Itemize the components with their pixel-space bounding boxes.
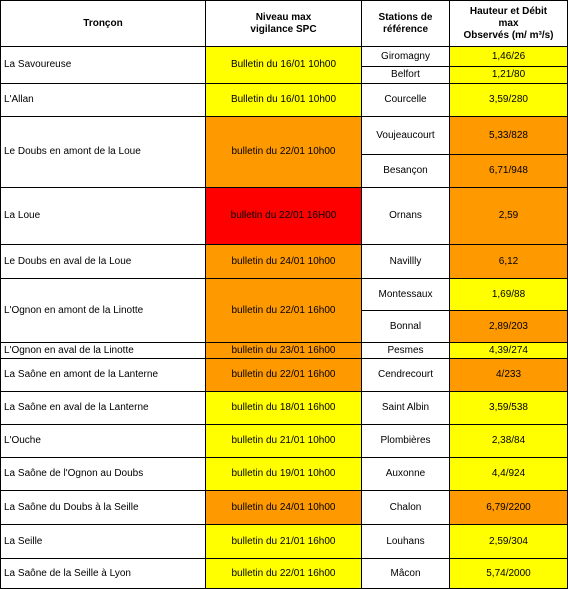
observed-value-cell: 2,89/203 <box>450 311 568 343</box>
station-cell: Giromagny <box>362 47 450 67</box>
header-hauteur: Hauteur et Débit max Observés (m/ m³/s) <box>450 1 568 47</box>
troncon-cell: La Saône en aval de la Lanterne <box>1 392 206 425</box>
troncon-cell: La Seille <box>1 525 206 559</box>
station-cell: Louhans <box>362 525 450 559</box>
bulletin-cell: bulletin du 24/01 10h00 <box>206 245 362 279</box>
bulletin-cell: bulletin du 21/01 16h00 <box>206 525 362 559</box>
station-cell: Voujeaucourt <box>362 117 450 155</box>
header-row <box>1 1 568 47</box>
observed-value-cell: 2,59 <box>450 188 568 245</box>
observed-value-cell: 4,4/924 <box>450 458 568 491</box>
station-cell: Navillly <box>362 245 450 279</box>
station-cell: Saint Albin <box>362 392 450 425</box>
observed-value-cell: 2,38/84 <box>450 425 568 458</box>
troncon-cell: La Saône de la Seille à Lyon <box>1 559 206 589</box>
troncon-cell: La Loue <box>1 188 206 245</box>
bulletin-cell: bulletin du 21/01 10h00 <box>206 425 362 458</box>
table-row <box>1 491 568 525</box>
observed-value-cell: 4/233 <box>450 359 568 392</box>
bulletin-cell: bulletin du 24/01 10h00 <box>206 491 362 525</box>
observed-value-cell: 6,71/948 <box>450 155 568 188</box>
table-row <box>1 458 568 491</box>
station-cell: Plombières <box>362 425 450 458</box>
troncon-cell: La Saône en amont de la Lanterne <box>1 359 206 392</box>
observed-value-cell: 5,33/828 <box>450 117 568 155</box>
table-row <box>1 47 568 67</box>
bulletin-cell: bulletin du 22/01 16h00 <box>206 279 362 343</box>
troncon-cell: L'Allan <box>1 84 206 117</box>
troncon-cell: Le Doubs en amont de la Loue <box>1 117 206 188</box>
table-row <box>1 84 568 117</box>
station-cell: Ornans <box>362 188 450 245</box>
observed-value-cell: 1,21/80 <box>450 67 568 84</box>
bulletin-cell: Bulletin du 16/01 10h00 <box>206 47 362 84</box>
troncon-cell: L'Ognon en amont de la Linotte <box>1 279 206 343</box>
bulletin-cell: bulletin du 22/01 16h00 <box>206 359 362 392</box>
station-cell: Chalon <box>362 491 450 525</box>
observed-value-cell: 3,59/280 <box>450 84 568 117</box>
header-niveau: Niveau max vigilance SPC <box>206 1 362 47</box>
observed-value-cell: 1,46/26 <box>450 47 568 67</box>
observed-value-cell: 5,74/2000 <box>450 559 568 589</box>
observed-value-cell: 4,39/274 <box>450 343 568 359</box>
station-cell: Pesmes <box>362 343 450 359</box>
station-cell: Belfort <box>362 67 450 84</box>
table-row <box>1 425 568 458</box>
bulletin-cell: bulletin du 18/01 16h00 <box>206 392 362 425</box>
bulletin-cell: Bulletin du 16/01 10h00 <box>206 84 362 117</box>
observed-value-cell: 1,69/88 <box>450 279 568 311</box>
observed-value-cell: 6,79/2200 <box>450 491 568 525</box>
troncon-cell: L'Ognon en aval de la Linotte <box>1 343 206 359</box>
table-row <box>1 525 568 559</box>
station-cell: Courcelle <box>362 84 450 117</box>
station-cell: Montessaux <box>362 279 450 311</box>
station-cell: Mâcon <box>362 559 450 589</box>
bulletin-cell: bulletin du 22/01 16h00 <box>206 559 362 589</box>
observed-value-cell: 3,59/538 <box>450 392 568 425</box>
bulletin-cell: bulletin du 19/01 10h00 <box>206 458 362 491</box>
table-row <box>1 279 568 311</box>
table-row <box>1 359 568 392</box>
observed-value-cell: 2,59/304 <box>450 525 568 559</box>
bulletin-cell: bulletin du 22/01 16H00 <box>206 188 362 245</box>
troncon-cell: La Savoureuse <box>1 47 206 84</box>
station-cell: Cendrecourt <box>362 359 450 392</box>
table-row <box>1 117 568 155</box>
header-stations: Stations de référence <box>362 1 450 47</box>
troncon-cell: La Saône du Doubs à la Seille <box>1 491 206 525</box>
table-row <box>1 559 568 589</box>
header-troncon: Tronçon <box>1 1 206 47</box>
troncon-cell: Le Doubs en aval de la Loue <box>1 245 206 279</box>
table-row <box>1 392 568 425</box>
station-cell: Bonnal <box>362 311 450 343</box>
table-row <box>1 245 568 279</box>
bulletin-cell: bulletin du 22/01 10h00 <box>206 117 362 188</box>
table-row <box>1 343 568 359</box>
bulletin-cell: bulletin du 23/01 16h00 <box>206 343 362 359</box>
table-row <box>1 188 568 245</box>
observed-value-cell: 6,12 <box>450 245 568 279</box>
troncon-cell: La Saône de l'Ognon au Doubs <box>1 458 206 491</box>
troncon-cell: L'Ouche <box>1 425 206 458</box>
station-cell: Auxonne <box>362 458 450 491</box>
station-cell: Besançon <box>362 155 450 188</box>
